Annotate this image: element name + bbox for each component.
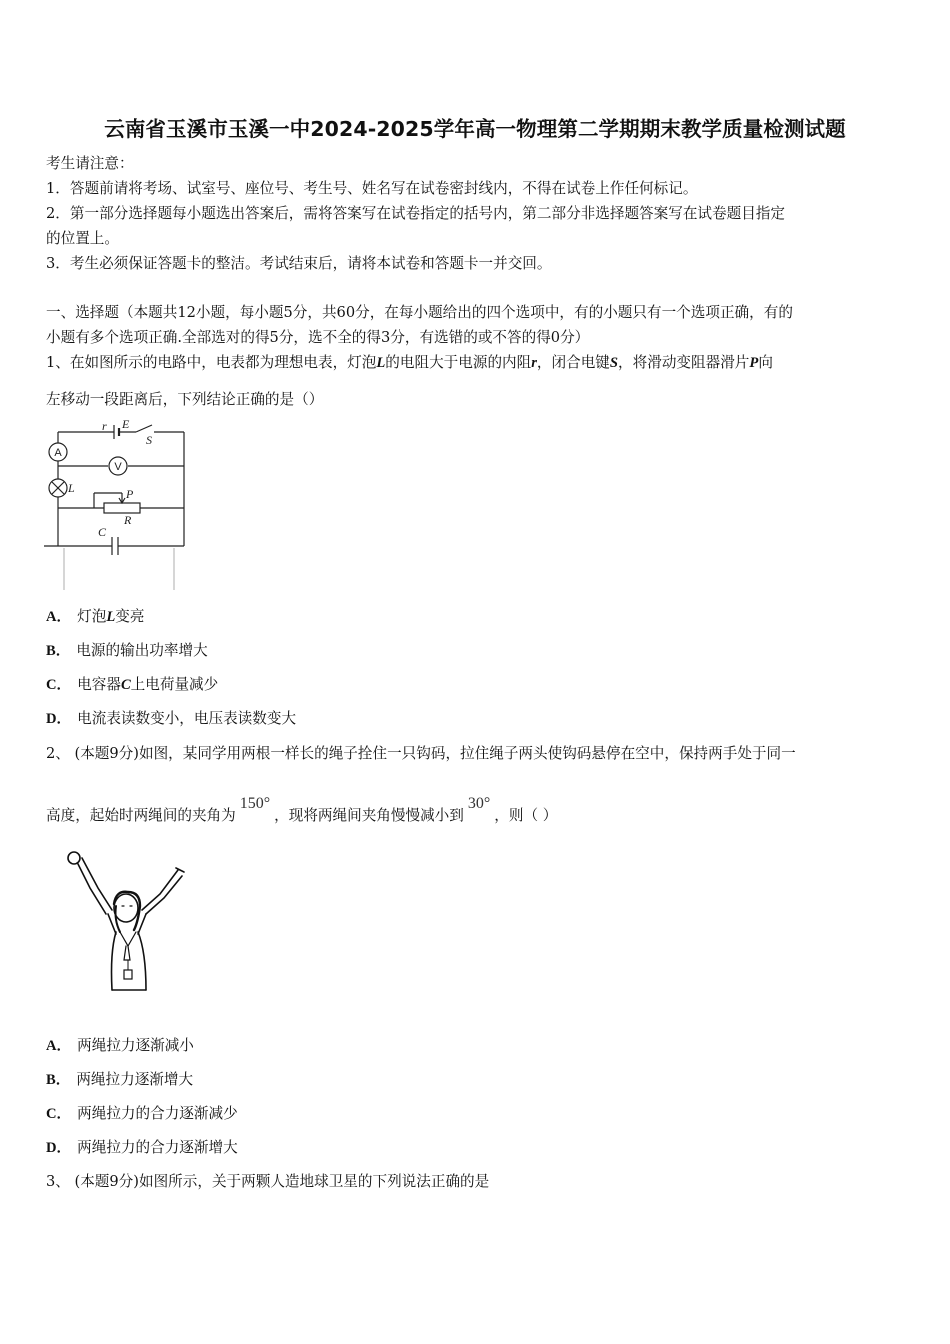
q1-option-b[interactable] <box>46 639 208 660</box>
q1-stem-a: 1、在如图所示的电路中，电表都为理想电表，灯泡 <box>46 354 377 371</box>
notice-item-3: 3．考生必须保证答题卡的整洁。考试结束后，请将本试卷和答题卡一并交回。 <box>46 255 552 272</box>
voltmeter-label: V <box>114 461 122 473</box>
q1-option-d-text: 电流表读数变小，电压表读数变大 <box>77 710 297 727</box>
q1-option-a[interactable] <box>46 605 144 626</box>
q2-angle-start: 150° <box>239 795 271 812</box>
section-heading-line2: 小题有多个选项正确.全部选对的得5分，选不全的得3分，有选错的或不答的得0分） <box>46 329 590 346</box>
q2-option-d[interactable] <box>46 1136 238 1157</box>
q1-stem-line1 <box>46 351 773 372</box>
q1-stem-b: 的电阻大于电源的内阻 <box>385 354 532 371</box>
page-title: 云南省玉溪市玉溪一中2024-2025学年高一物理第二学期期末教学质量检测试题 <box>104 117 846 141</box>
q1-option-b-text: 电源的输出功率增大 <box>76 642 208 659</box>
q1-var-S: S <box>609 355 619 371</box>
q1-option-a-var: L <box>106 609 116 625</box>
person-holding-weight-figure <box>60 848 190 1000</box>
notice-item-1: 1．答题前请将考场、试室号、座位号、考生号、姓名写在试卷密封线内，不得在试卷上作任何标记。 <box>46 180 698 197</box>
q2-stem-line2 <box>46 795 558 825</box>
q2-option-d-letter: D． <box>46 1140 72 1156</box>
q2-angle-end: 30° <box>467 795 491 812</box>
q2-option-c[interactable] <box>46 1102 238 1123</box>
q1-stem-line2: 左移动一段距离后，下列结论正确的是（） <box>46 391 324 408</box>
q2-stem-line1: 2、 (本题9分)如图，某同学用两根一样长的绳子拴住一只钩码，拉住绳子两头使钩码悬停在空中，保持两手处于同一 <box>46 745 796 762</box>
q2-option-b-letter: B． <box>46 1072 71 1088</box>
q3-stem-line1: 3、 (本题9分)如图所示，关于两颗人造地球卫星的下列说法正确的是 <box>46 1173 490 1190</box>
q2-option-b[interactable] <box>46 1068 193 1089</box>
circuit-label-P: P <box>126 487 134 501</box>
circuit-label-L: L <box>68 481 75 495</box>
q1-stem-c: ，闭合电键 <box>536 354 610 371</box>
circuit-label-r: r <box>102 419 107 433</box>
q1-option-b-letter: B． <box>46 643 71 659</box>
q2-option-b-text: 两绳拉力逐渐增大 <box>76 1071 194 1088</box>
circuit-label-E: E <box>122 418 130 431</box>
ammeter-label: A <box>54 447 62 459</box>
q2-stem-a: 高度，起始时两绳间的夹角为 <box>46 807 236 824</box>
q1-option-c-letter: C． <box>46 677 72 693</box>
notice-item-2-cont: 的位置上。 <box>46 230 119 247</box>
q1-option-d[interactable] <box>46 707 296 728</box>
circuit-label-S: S <box>146 433 152 447</box>
q2-option-a-letter: A． <box>46 1038 72 1054</box>
q1-stem-d: ，将滑动变阻器滑片 <box>618 354 750 371</box>
q2-option-d-text: 两绳拉力的合力逐渐增大 <box>77 1139 238 1156</box>
q1-var-r: r <box>531 355 537 371</box>
q2-stem-b: ，现将两绳间夹角慢慢减小到 <box>274 807 464 824</box>
q1-option-c-text-post: 上电荷量减少 <box>130 676 219 693</box>
q2-stem-c: ，则（ ） <box>494 807 558 824</box>
q1-stem-e: 向 <box>758 354 773 371</box>
q1-option-a-letter: A． <box>46 609 72 625</box>
notice-item-2: 2．第一部分选择题每小题选出答案后，需将答案写在试卷指定的括号内，第二部分非选择题答案写在试卷题目指定 <box>46 205 785 222</box>
q1-option-c-var: C <box>120 677 131 693</box>
q2-option-c-text: 两绳拉力的合力逐渐减少 <box>77 1105 238 1122</box>
circuit-label-C: C <box>98 525 107 539</box>
q1-var-P: P <box>749 355 759 371</box>
circuit-diagram <box>44 418 190 590</box>
q1-option-c[interactable] <box>46 673 218 694</box>
q1-option-a-text-post: 变亮 <box>115 608 145 625</box>
circuit-label-R: R <box>124 513 132 527</box>
q1-option-c-text: 电容器 <box>77 676 121 693</box>
q2-option-a[interactable] <box>46 1034 194 1055</box>
q1-var-L: L <box>376 355 386 371</box>
q1-option-a-text: 灯泡 <box>77 608 107 625</box>
notice-heading: 考生请注意： <box>46 155 134 172</box>
q2-option-c-letter: C． <box>46 1106 72 1122</box>
q1-option-d-letter: D． <box>46 711 72 727</box>
q2-option-a-text: 两绳拉力逐渐减小 <box>77 1037 194 1054</box>
section-heading-line1: 一、选择题（本题共12小题，每小题5分，共60分，在每小题给出的四个选项中，有的小题只有一个选项正确，有的 <box>46 304 793 321</box>
